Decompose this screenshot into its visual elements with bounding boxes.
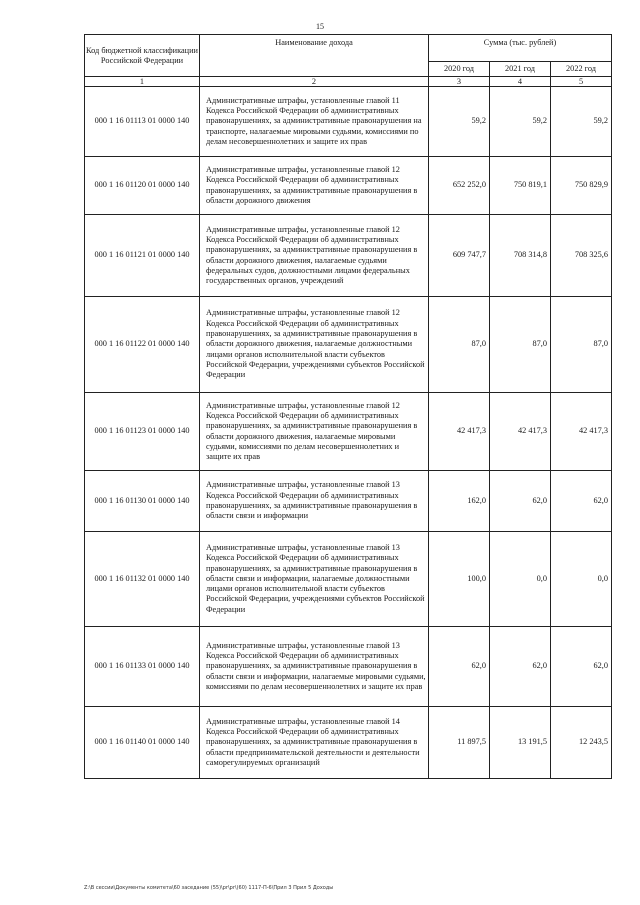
amount-2020: 42 417,3 — [429, 393, 490, 471]
revenue-table — [84, 34, 612, 779]
header-year-2022: 2022 год — [551, 62, 612, 77]
amount-2021: 42 417,3 — [490, 393, 551, 471]
header-year-2021: 2021 год — [490, 62, 551, 77]
amount-2021: 62,0 — [490, 627, 551, 707]
amount-2021: 87,0 — [490, 297, 551, 393]
col-number-5: 5 — [551, 77, 612, 87]
amount-2020: 62,0 — [429, 627, 490, 707]
amount-2022: 87,0 — [551, 297, 612, 393]
amount-2022: 750 829,9 — [551, 157, 612, 215]
amount-2020: 652 252,0 — [429, 157, 490, 215]
budget-code: 000 1 16 01122 01 0000 140 — [85, 297, 200, 393]
amount-2022: 59,2 — [551, 87, 612, 157]
budget-code: 000 1 16 01113 01 0000 140 — [85, 87, 200, 157]
amount-2021: 59,2 — [490, 87, 551, 157]
amount-2020: 87,0 — [429, 297, 490, 393]
budget-code: 000 1 16 01120 01 0000 140 — [85, 157, 200, 215]
amount-2021: 708 314,8 — [490, 215, 551, 297]
col-number-3: 3 — [429, 77, 490, 87]
header-sum: Сумма (тыс. рублей) — [429, 35, 612, 62]
header-code: Код бюджетной классификации Российской Федерации — [85, 35, 200, 77]
header-year-2020: 2020 год — [429, 62, 490, 77]
amount-2020: 11 897,5 — [429, 707, 490, 779]
amount-2021: 62,0 — [490, 471, 551, 532]
amount-2022: 62,0 — [551, 627, 612, 707]
revenue-name: Административные штрафы, установленные главой 13 Кодекса Российской Федерации об административных правонарушениях, за административные правонарушения в области связи и информации — [200, 471, 429, 532]
amount-2022: 12 243,5 — [551, 707, 612, 779]
budget-code: 000 1 16 01121 01 0000 140 — [85, 215, 200, 297]
amount-2020: 609 747,7 — [429, 215, 490, 297]
amount-2022: 62,0 — [551, 471, 612, 532]
amount-2020: 100,0 — [429, 532, 490, 627]
amount-2021: 0,0 — [490, 532, 551, 627]
file-path-footer: Z:\В сессии\Документы комитета\60 заседание (55)\pr\pr\(60) 1117-П-6\Прил 3 Прил 5 Доходы — [84, 885, 334, 891]
revenue-name: Административные штрафы, установленные главой 12 Кодекса Российской Федерации об административных правонарушениях, за административные правонарушения в области дорожного движения — [200, 157, 429, 215]
col-number-4: 4 — [490, 77, 551, 87]
amount-2021: 750 819,1 — [490, 157, 551, 215]
amount-2022: 708 325,6 — [551, 215, 612, 297]
table-row — [85, 707, 612, 779]
revenue-name: Административные штрафы, установленные главой 12 Кодекса Российской Федерации об административных правонарушениях, за административные правонарушения в области дорожного движения, налагаемые мировыми судьями, комиссиями по делам несовершеннолетних и защите их прав — [200, 393, 429, 471]
table-row — [85, 627, 612, 707]
revenue-name: Административные штрафы, установленные главой 11 Кодекса Российской Федерации об административных правонарушениях, за административные правонарушения на транспорте, налагаемые мировыми судьями, комиссиями по делам несовершеннолетних и защите их прав — [200, 87, 429, 157]
col-number-1: 1 — [85, 77, 200, 87]
amount-2020: 162,0 — [429, 471, 490, 532]
revenue-name: Административные штрафы, установленные главой 12 Кодекса Российской Федерации об административных правонарушениях, за административные правонарушения в области дорожного движения, налагаемые должностными лицами органов исполнительной власти субъектов Российской Федерации, учреждениями субъектов Российской Федерации — [200, 297, 429, 393]
budget-code: 000 1 16 01140 01 0000 140 — [85, 707, 200, 779]
page-number: 15 — [316, 22, 324, 31]
table-row — [85, 87, 612, 157]
budget-code: 000 1 16 01130 01 0000 140 — [85, 471, 200, 532]
budget-code: 000 1 16 01132 01 0000 140 — [85, 532, 200, 627]
table-row — [85, 532, 612, 627]
budget-code: 000 1 16 01133 01 0000 140 — [85, 627, 200, 707]
revenue-name: Административные штрафы, установленные главой 14 Кодекса Российской Федерации об административных правонарушениях, за административные правонарушения в области предпринимательской деятельности и деятельности саморегулируемых организаций — [200, 707, 429, 779]
table-row — [85, 157, 612, 215]
table-row — [85, 297, 612, 393]
revenue-name: Административные штрафы, установленные главой 12 Кодекса Российской Федерации об административных правонарушениях, за административные правонарушения в области дорожного движения, налагаемые судьями федеральных судов, должностными лицами федеральных государственных органов, учреждений — [200, 215, 429, 297]
amount-2021: 13 191,5 — [490, 707, 551, 779]
revenue-name: Административные штрафы, установленные главой 13 Кодекса Российской Федерации об административных правонарушениях, за административные правонарушения в области связи и информации, налагаемые должностными лицами органов исполнительной власти субъектов Российской Федерации, учреждениями субъектов Российской Федерации — [200, 532, 429, 627]
budget-code: 000 1 16 01123 01 0000 140 — [85, 393, 200, 471]
amount-2022: 0,0 — [551, 532, 612, 627]
col-number-2: 2 — [200, 77, 429, 87]
amount-2022: 42 417,3 — [551, 393, 612, 471]
amount-2020: 59,2 — [429, 87, 490, 157]
table-row — [85, 471, 612, 532]
table-row — [85, 215, 612, 297]
header-name: Наименование дохода — [200, 35, 429, 77]
revenue-name: Административные штрафы, установленные главой 13 Кодекса Российской Федерации об административных правонарушениях, за административные правонарушения в области связи и информации, налагаемые мировыми судьями, комиссиями по делам несовершеннолетних и защите их прав — [200, 627, 429, 707]
table-row — [85, 393, 612, 471]
